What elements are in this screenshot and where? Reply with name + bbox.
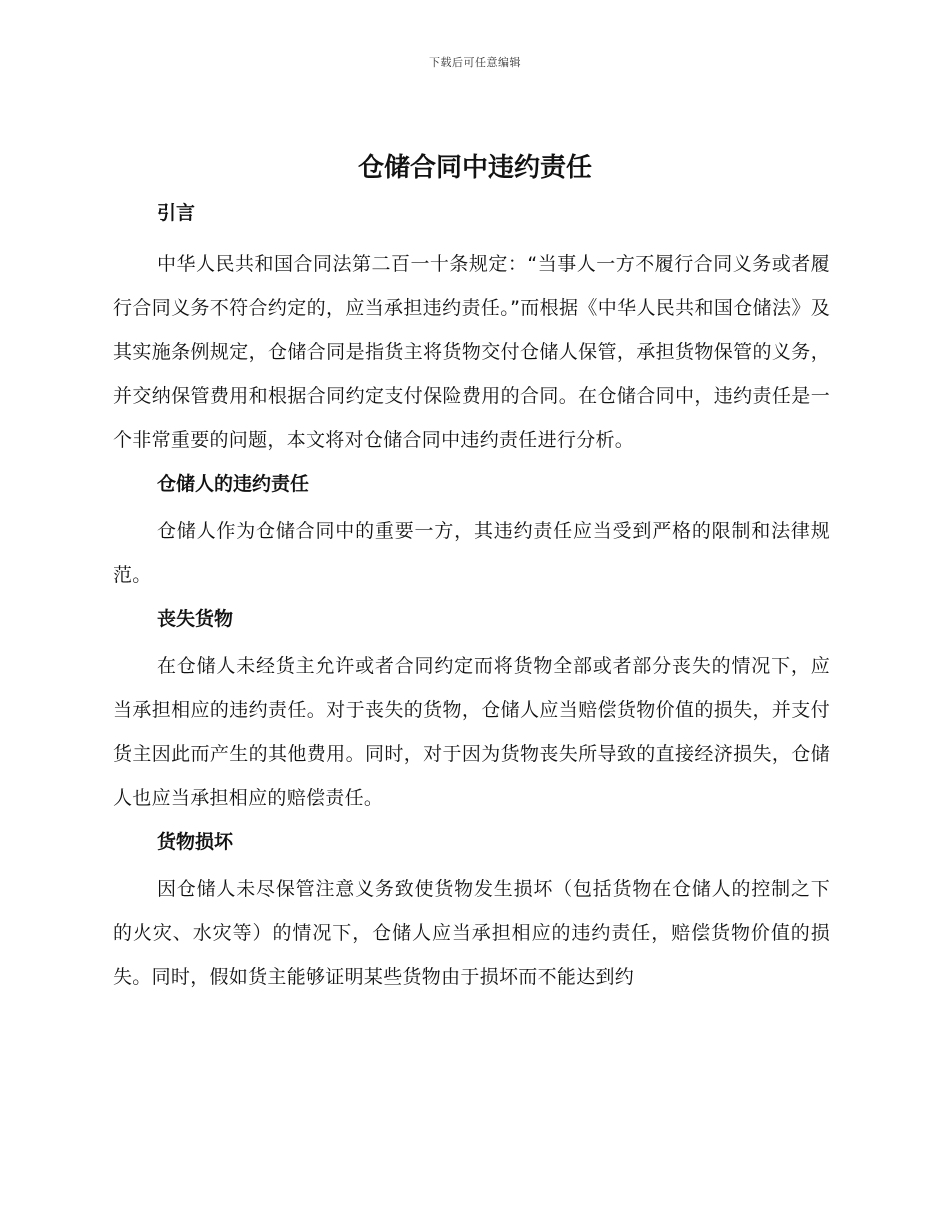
section-paragraph-warehouse-liability: 仓储人作为仓储合同中的重要一方，其违约责任应当受到严格的限制和法律规范。	[113, 520, 830, 586]
header-note: 下载后可任意编辑	[429, 56, 521, 69]
document-title: 仓储合同中违约责任	[357, 153, 592, 183]
section-heading-intro: 引言	[157, 202, 196, 224]
section-heading-damage: 货物损坏	[157, 831, 234, 853]
section-paragraph-loss: 在仓储人未经货主允许或者合同约定而将货物全部或者部分丧失的情况下，应当承担相应的违约责任。对于丧失的货物，仓储人应当赔偿货物价值的损失，并支付货主因此而产生的其他费用。同时，对于因为货物丧失所导致的直接经济损失，仓储人也应当承担相应的赔偿责任。	[113, 655, 830, 809]
section-heading-warehouse-liability: 仓储人的违约责任	[157, 473, 310, 495]
section-heading-loss: 丧失货物	[157, 608, 234, 630]
document-body	[113, 196, 830, 999]
section-paragraph-intro: 中华人民共和国合同法第二百一十条规定：“当事人一方不履行合同义务或者履行合同义务不符合约定的，应当承担违约责任。”而根据《中华人民共和国仓储法》及其实施条例规定，仓储合同是指货主将货物交付仓储人保管，承担货物保管的义务，并交纳保管费用和根据合同约定支付保险费用的合同。在仓储合同中，违约责任是一个非常重要的问题，本文将对仓储合同中违约责任进行分析。	[113, 253, 830, 451]
section-paragraph-damage: 因仓储人未尽保管注意义务致使货物发生损坏（包括货物在仓储人的控制之下的火灾、水灾等）的情况下，仓储人应当承担相应的违约责任，赔偿货物价值的损失。同时，假如货主能够证明某些货物由于损坏而不能达到约	[113, 878, 830, 988]
